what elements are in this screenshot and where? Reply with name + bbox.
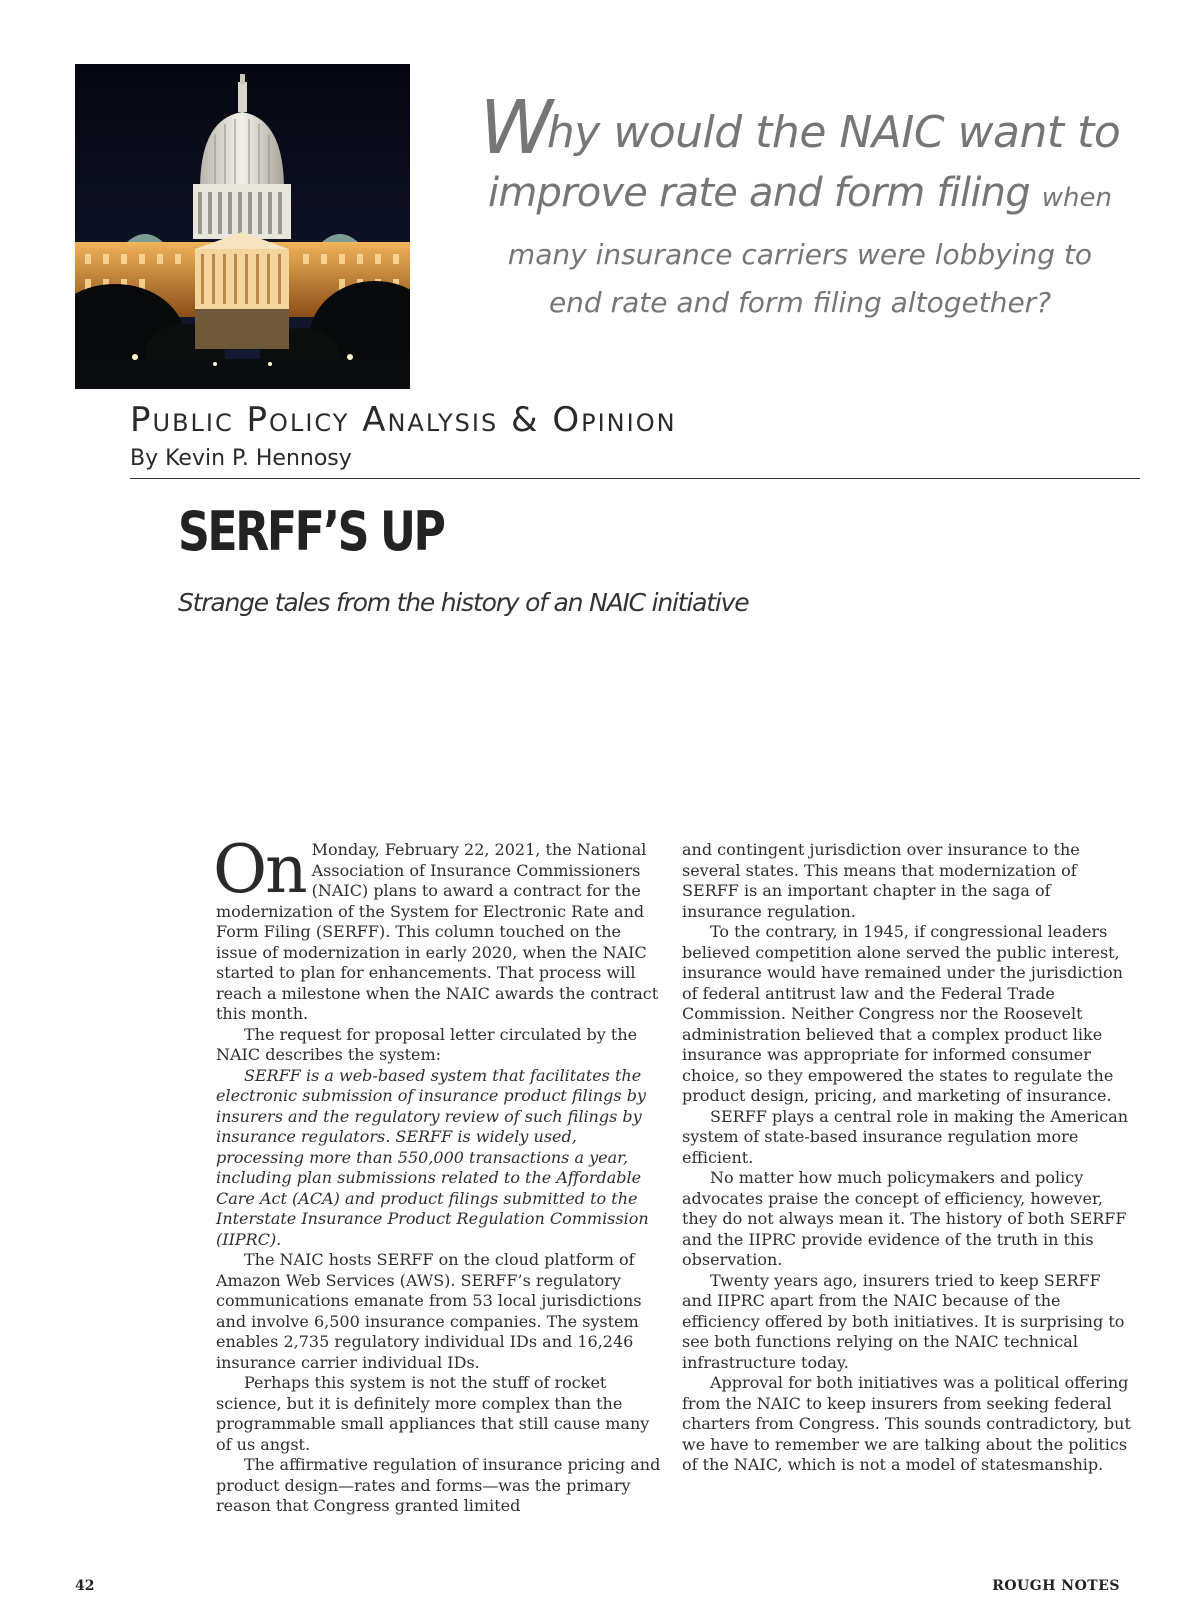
paragraph: Approval for both initiatives was a political offering from the NAIC to keep insurers from seeking federal charters from Congress. This sounds contradictory, but we have to remember we are talking about the politics of the NAIC, which is not a model of statesmanship. bbox=[682, 1373, 1131, 1474]
body-column-left bbox=[213, 831, 661, 1517]
paragraph: The affirmative regulation of insurance pricing and product design—rates and forms—was the primary reason that Congress granted limited bbox=[216, 1455, 661, 1515]
pull-quote bbox=[440, 85, 1160, 326]
paragraph: The NAIC hosts SERFF on the cloud platform of Amazon Web Services (AWS). SERFF’s regulatory communications emanate from 53 local jurisdictions and involve 6,500 insurance companies. The system enables 2,735 regulatory individual IDs and 16,246 insurance carrier individual IDs. bbox=[216, 1250, 642, 1372]
paragraph: No matter how much policymakers and policy advocates praise the concept of efficiency, however, they do not always mean it. The history of both SERFF and the IIPRC provide evidence of the truth in this observation. bbox=[682, 1168, 1127, 1269]
article-headline: SERFF’S UP bbox=[178, 500, 444, 563]
pull-quote-line-4: end rate and form filing altogether? bbox=[548, 286, 1052, 319]
pull-quote-line-1: Why would the NAIC want to bbox=[479, 85, 1121, 171]
article-deck: Strange tales from the history of an NAIC initiative bbox=[178, 588, 749, 617]
section-title: Public Policy Analysis & Opinion bbox=[130, 400, 677, 440]
pull-quote-initial: W bbox=[479, 85, 547, 171]
byline: By Kevin P. Hennosy bbox=[130, 446, 352, 471]
paragraph: The request for proposal letter circulated by the NAIC describes the system: bbox=[216, 1024, 638, 1064]
pull-quote-line-2: improve rate and form filing when bbox=[488, 170, 1112, 216]
paragraph: Perhaps this system is not the stuff of rocket science, but it is definitely more complex than the programmable small appliances that still cause many of us angst. bbox=[216, 1373, 650, 1454]
paragraph: To the contrary, in 1945, if congressional leaders believed competition alone served the public interest, insurance would have remained under the jurisdiction of federal antitrust law and the Federal Trade Commission. Neither Congress nor the Roosevelt administration believed that a complex product like insurance was appropriate for informed consumer choice, so they empowered the states to regulate the product design, pricing, and marketing of insurance. bbox=[682, 922, 1123, 1105]
paragraph: and contingent jurisdiction over insurance to the several states. This means that modernization of SERFF is an important chapter in the saga of insurance regulation. bbox=[682, 840, 1080, 921]
header-rule bbox=[130, 478, 1140, 479]
quoted-paragraph: SERFF is a web-based system that facilitates the electronic submission of insurance product filings by insurers and the regulatory review of such filings by insurance regulators. SERFF is widely used, processing more than 550,000 transactions a year, including plan submissions related to the Affordable Care Act (ACA) and product filings submitted to the Interstate Insurance Product Regulation Commission (IIPRC). bbox=[216, 1065, 649, 1249]
body-column-right bbox=[682, 840, 1132, 1476]
page-number: 42 bbox=[75, 1578, 95, 1594]
paragraph: SERFF plays a central role in making the American system of state-based insurance regulation more efficient. bbox=[682, 1106, 1129, 1167]
drop-cap: On bbox=[213, 831, 306, 908]
paragraph: On Monday, February 22, 2021, the National Association of Insurance Commissioners (NAIC) plans to award a contract for the modernization of the System for Electronic Rate and Form Filing (SERFF). This column touched on the issue of modernization in early 2020, when the NAIC started to plan for enhancements. That process will reach a milestone when the NAIC awards the contract this month. bbox=[213, 831, 659, 1023]
capitol-photo bbox=[75, 64, 410, 389]
paragraph: Twenty years ago, insurers tried to keep SERFF and IIPRC apart from the NAIC because of the efficiency offered by both initiatives. It is surprising to see both functions relying on the NAIC technical infrastructure today. bbox=[682, 1270, 1125, 1372]
publication-name: ROUGH NOTES bbox=[992, 1578, 1120, 1594]
pull-quote-line-3: many insurance carriers were lobbying to bbox=[507, 238, 1093, 271]
